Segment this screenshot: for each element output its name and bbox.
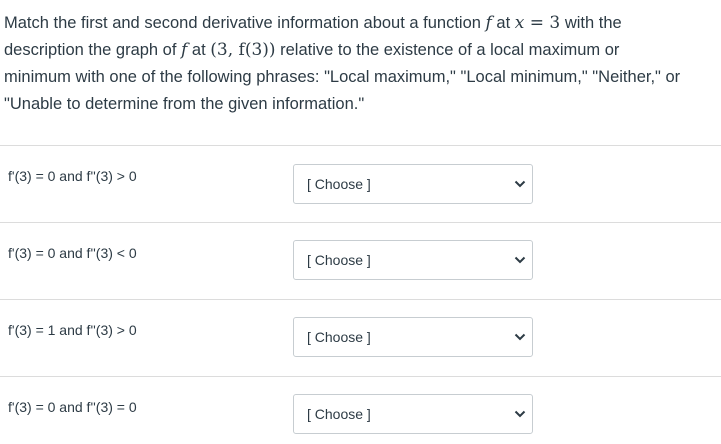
question-line-1-end: with the [560,14,622,32]
match-prompt-1: f'(3) = 0 and f''(3) > 0 [8,168,137,184]
match-prompt-3: f'(3) = 1 and f''(3) > 0 [8,322,137,338]
chevron-down-icon [514,255,526,265]
answer-select-4[interactable] [293,394,533,434]
question-line-2-text: description the graph of [4,41,182,59]
chevron-down-icon [514,179,526,189]
select-value-2: [ Choose ] [307,252,371,268]
answer-select-1[interactable] [293,164,533,204]
question-line-3: minimum with one of the following phrases: "Local maximum," "Local minimum," "Neither," or [4,68,681,86]
chevron-down-icon [514,332,526,342]
answer-select-3[interactable] [293,317,533,357]
row-divider [0,222,721,223]
question-line-2-end: relative to the existence of a local maximum or [275,41,620,59]
row-divider [0,376,721,377]
row-divider [0,145,721,146]
question-line-1-text: Match the first and second derivative information about a function [4,14,486,32]
question-line-4: "Unable to determine from the given information." [4,95,365,113]
row-divider [0,299,721,300]
question-line-1-at: at [491,14,515,32]
math-point: (3, f(3)) [210,40,276,60]
question-line-2 [4,37,716,64]
match-prompt-2: f'(3) = 0 and f''(3) < 0 [8,245,137,261]
question-text [4,10,716,118]
select-value-4: [ Choose ] [307,406,371,422]
answer-select-2[interactable] [293,240,533,280]
select-value-3: [ Choose ] [307,329,371,345]
math-x: x [514,13,525,33]
question-line-1 [4,10,716,37]
math-eq-3: = 3 [524,13,561,33]
question-line-2-at: at [187,41,211,59]
chevron-down-icon [514,409,526,419]
match-prompt-4: f'(3) = 0 and f''(3) = 0 [8,399,137,415]
math-f-2: f [181,40,188,60]
math-f: f [485,13,492,33]
select-value-1: [ Choose ] [307,176,371,192]
